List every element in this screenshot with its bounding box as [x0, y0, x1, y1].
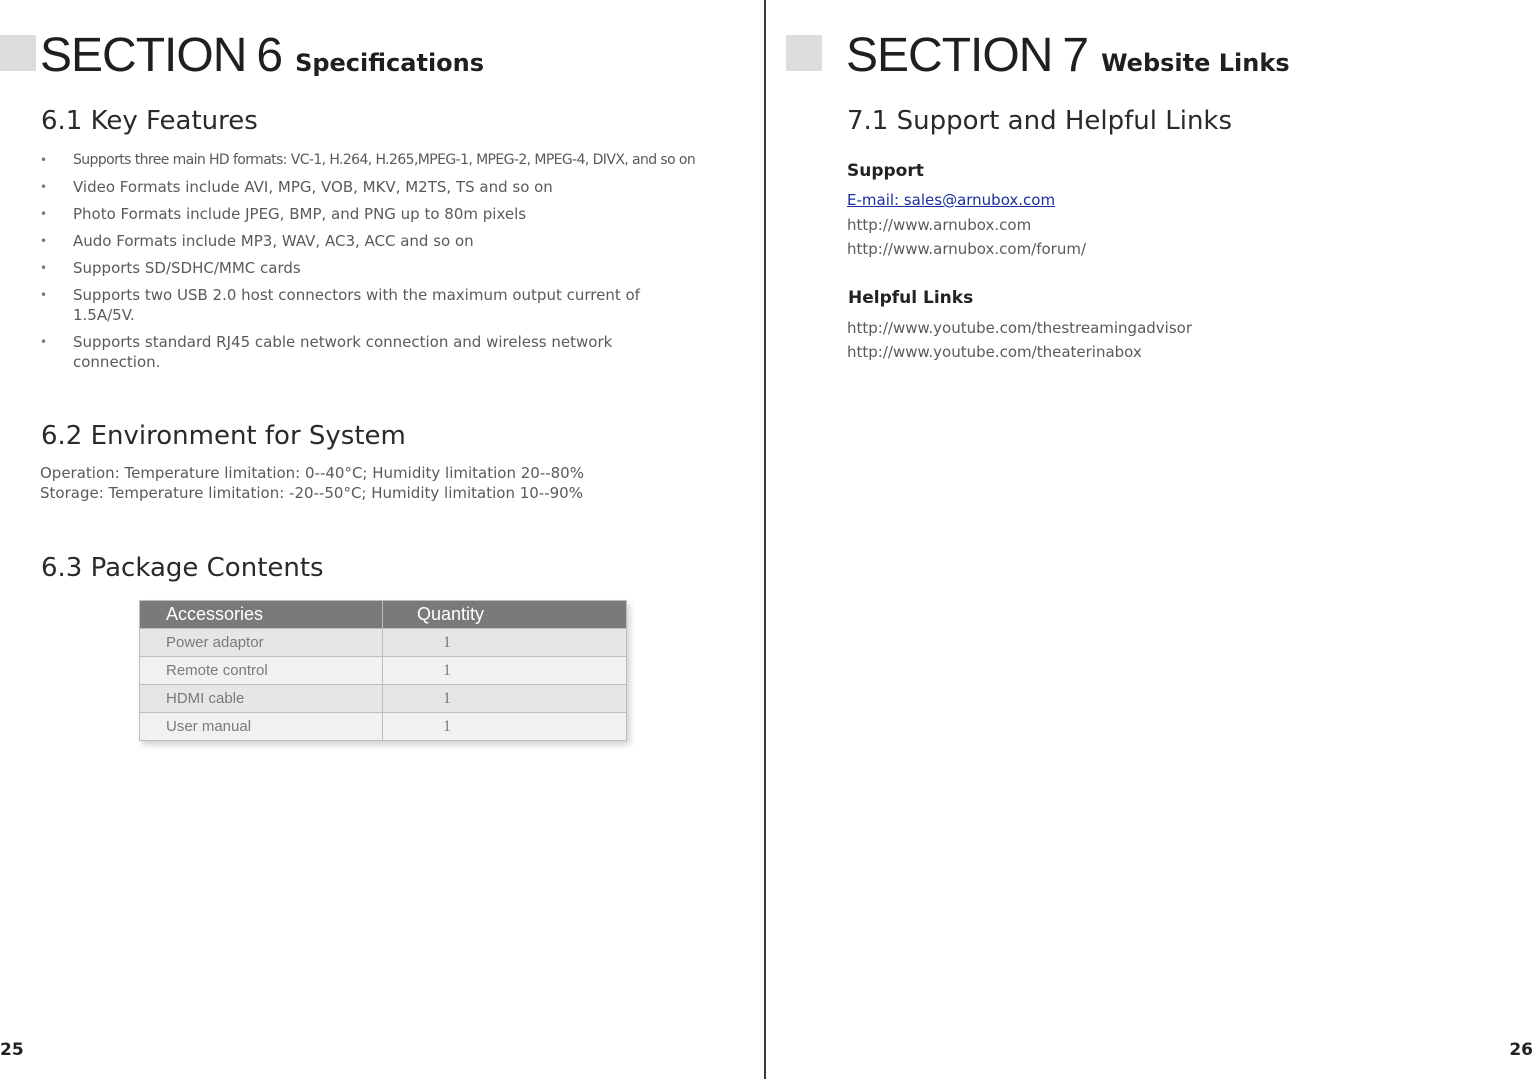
- youtube-link-2[interactable]: http://www.youtube.com/theaterinabox: [847, 343, 1142, 361]
- right-page: [766, 0, 1533, 1079]
- email-link[interactable]: E-mail: sales@arnubox.com: [847, 191, 1056, 209]
- table-row: [140, 685, 627, 713]
- section-word: SECTION: [846, 29, 1053, 82]
- section-number: 7: [1062, 29, 1090, 82]
- section-6-heading: [40, 28, 484, 83]
- quantity-cell: 1: [383, 629, 627, 657]
- operation-line: Operation: Temperature limitation: 0--40°C; Humidity limitation 20--80%: [40, 464, 584, 482]
- bullet-icon: •: [40, 234, 48, 248]
- feature-text: Photo Formats include JPEG, BMP, and PNG up to 80m pixels: [73, 205, 527, 223]
- bullet-icon: •: [40, 180, 48, 194]
- page-number: 26: [1509, 1040, 1533, 1060]
- section-marker: [0, 35, 36, 71]
- feature-text: Supports SD/SDHC/MMC cards: [73, 259, 301, 277]
- column-header-quantity: Quantity: [383, 601, 627, 629]
- list-item: [40, 231, 700, 251]
- bullet-icon: •: [40, 288, 48, 302]
- environment-text: [40, 463, 584, 503]
- bullet-icon: •: [40, 153, 47, 167]
- helpful-links-label: Helpful Links: [848, 288, 974, 308]
- support-email-line[interactable]: [847, 191, 1055, 209]
- environment-heading: 6.2 Environment for System: [41, 421, 406, 451]
- list-item: [40, 332, 700, 372]
- bullet-icon: •: [40, 261, 48, 275]
- section-word: SECTION: [40, 29, 247, 82]
- list-item: [40, 177, 700, 197]
- forum-url-link[interactable]: http://www.arnubox.com/forum/: [847, 240, 1087, 258]
- support-label: Support: [847, 161, 924, 181]
- column-header-accessories: Accessories: [140, 601, 383, 629]
- feature-text: Supports standard RJ45 cable network connection and wireless network connection.: [73, 333, 613, 371]
- section-title: Specifications: [295, 49, 485, 77]
- section-7-heading: [846, 28, 1290, 83]
- list-item: [40, 204, 700, 224]
- table-row: [140, 713, 627, 741]
- key-features-list: [40, 150, 700, 379]
- package-contents-table: [139, 600, 627, 741]
- quantity-cell: 1: [383, 713, 627, 741]
- left-page: [0, 0, 764, 1079]
- accessory-cell: HDMI cable: [140, 685, 383, 713]
- bullet-icon: •: [40, 335, 48, 349]
- key-features-heading: 6.1 Key Features: [41, 106, 258, 136]
- support-url-link[interactable]: http://www.arnubox.com: [847, 216, 1032, 234]
- list-item: [40, 150, 700, 170]
- quantity-cell: 1: [383, 657, 627, 685]
- accessory-cell: Power adaptor: [140, 629, 383, 657]
- links-heading: 7.1 Support and Helpful Links: [847, 106, 1233, 136]
- page-number: 25: [0, 1040, 24, 1060]
- table-header-row: [140, 601, 627, 629]
- list-item: [40, 285, 700, 325]
- quantity-cell: 1: [383, 685, 627, 713]
- section-marker: [786, 35, 822, 71]
- package-heading: 6.3 Package Contents: [41, 553, 324, 583]
- list-item: [40, 258, 700, 278]
- table-row: [140, 629, 627, 657]
- storage-line: Storage: Temperature limitation: -20--50°C; Humidity limitation 10--90%: [40, 484, 583, 502]
- accessory-cell: User manual: [140, 713, 383, 741]
- table-row: [140, 657, 627, 685]
- feature-text: Supports two USB 2.0 host connectors with the maximum output current of 1.5A/5V.: [73, 286, 640, 324]
- youtube-link-1[interactable]: http://www.youtube.com/thestreamingadvisor: [847, 319, 1192, 337]
- feature-text: Supports three main HD formats: VC-1, H.264, H.265,MPEG-1, MPEG-2, MPEG-4, DIVX, and so on: [73, 152, 696, 168]
- feature-text: Video Formats include AVI, MPG, VOB, MKV, M2TS, TS and so on: [73, 178, 553, 196]
- feature-text: Audo Formats include MP3, WAV, AC3, ACC and so on: [73, 232, 474, 250]
- accessory-cell: Remote control: [140, 657, 383, 685]
- section-title: Website Links: [1101, 49, 1290, 77]
- bullet-icon: •: [40, 207, 48, 221]
- section-number: 6: [256, 29, 284, 82]
